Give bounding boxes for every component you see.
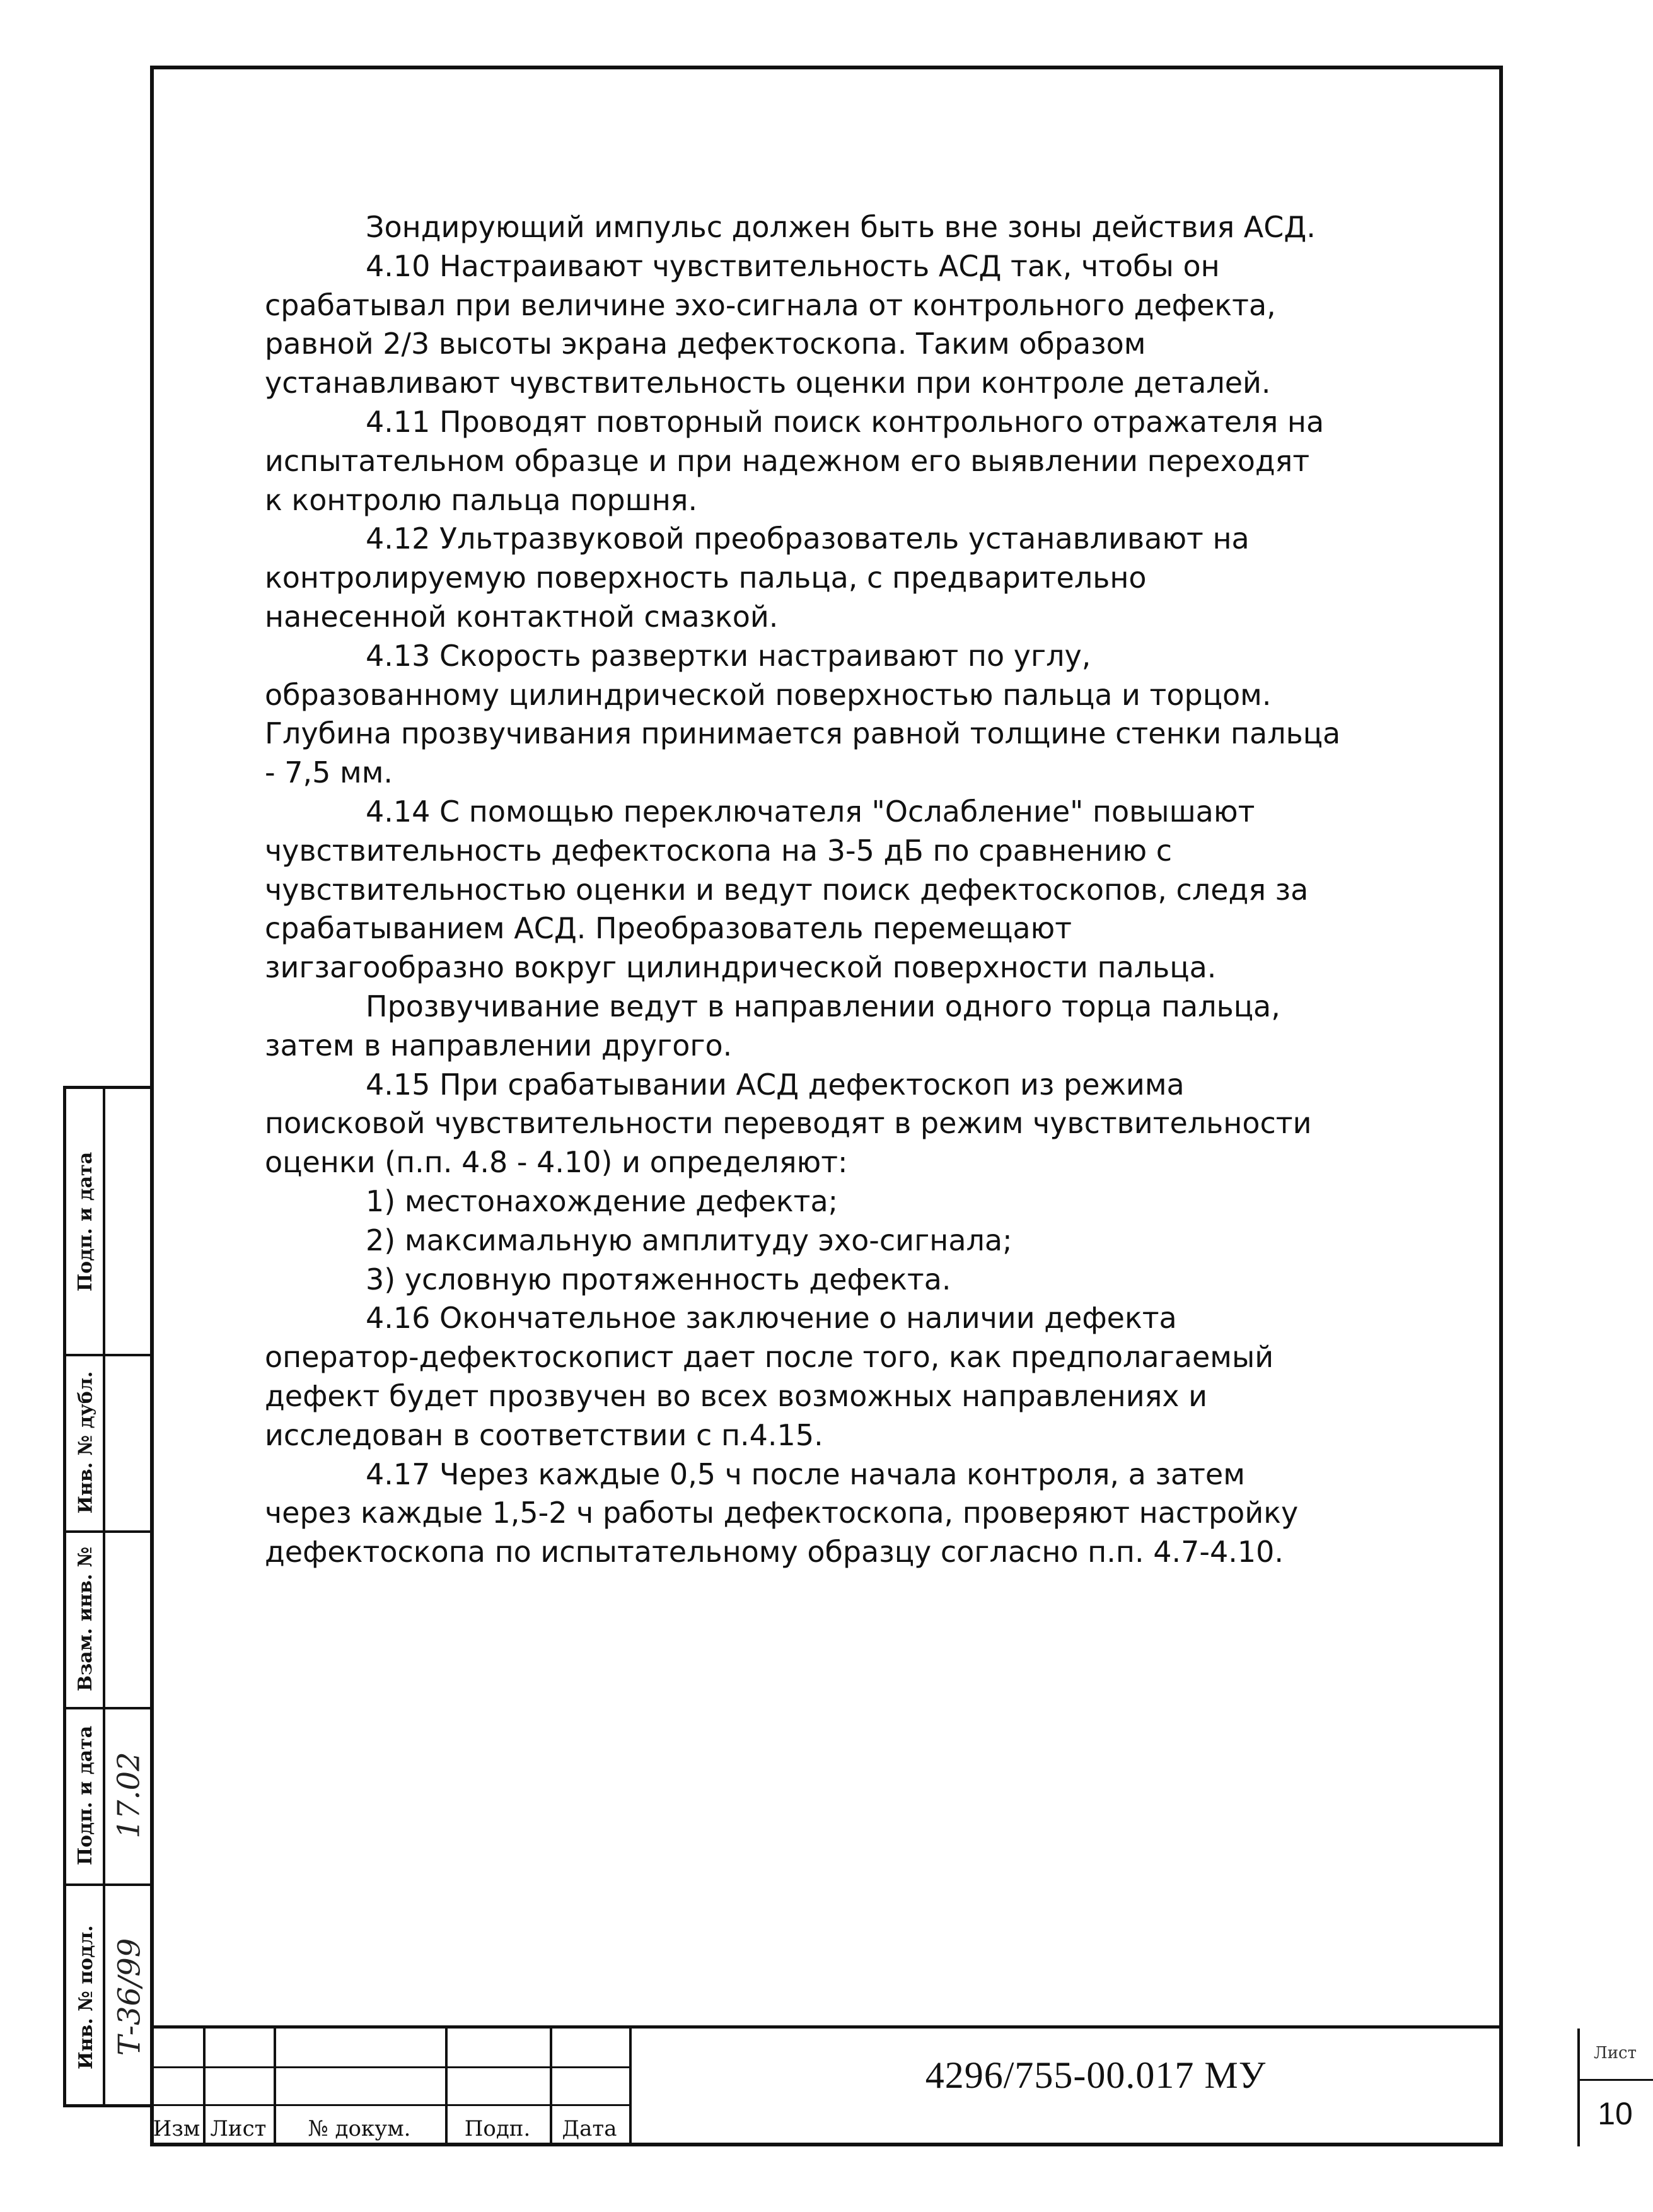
handwritten-date: 17.02 bbox=[112, 1752, 148, 1839]
text-line: 3) условную протяженность дефекта. bbox=[366, 1262, 951, 1296]
text-line: оператор-дефектоскопист дает после того, как предполагаемый bbox=[265, 1340, 1274, 1375]
sheet-number: 10 bbox=[1598, 2096, 1633, 2131]
text-line: к контролю пальца поршня. bbox=[265, 482, 698, 517]
header-change: Изм bbox=[153, 2116, 200, 2141]
title-block-row-line bbox=[1577, 2079, 1653, 2081]
text-line: дефект будет прозвучен во всех возможных направлениях и bbox=[265, 1378, 1208, 1413]
header-doc-number: № докум. bbox=[308, 2116, 411, 2141]
side-stamp-divider bbox=[103, 1089, 105, 2104]
text-line: испытательном образце и при надежном его выявлении переходят bbox=[265, 443, 1310, 478]
text-line: 4.11 Проводят повторный поиск контрольного отражателя на bbox=[366, 404, 1325, 439]
header-sheet: Лист bbox=[210, 2116, 267, 2141]
text-line: Прозвучивание ведут в направлении одного торца пальца, bbox=[366, 989, 1280, 1023]
text-line: 4.15 При срабатывании АСД дефектоскоп из режима bbox=[366, 1067, 1185, 1102]
sheet-label: Лист bbox=[1594, 2044, 1637, 2063]
side-label-sign-date: Подп. и дата bbox=[74, 1725, 97, 1865]
text-line: оценки (п.п. 4.8 - 4.10) и определяют: bbox=[265, 1145, 848, 1180]
text-line: 4.17 Через каждые 0,5 ч после начала контроля, а затем bbox=[366, 1457, 1245, 1491]
text-line: исследован в соответствии с п.4.15. bbox=[265, 1417, 823, 1452]
text-line: Зондирующий импульс должен быть вне зоны действия АСД. bbox=[366, 210, 1316, 244]
side-label-sign-date-top: Подп. и дата bbox=[74, 1151, 97, 1291]
side-label-orig-inv: Инв. № подл. bbox=[74, 1924, 97, 2069]
text-line: чувствительностью оценки и ведут поиск дефектоскопов, следя за bbox=[265, 872, 1309, 907]
text-line: 1) местонахождение дефекта; bbox=[366, 1184, 838, 1218]
text-line: дефектоскопа по испытательному образцу согласно п.п. 4.7-4.10. bbox=[265, 1535, 1284, 1569]
text-line: через каждые 1,5-2 ч работы дефектоскопа, проверяют настройку bbox=[265, 1496, 1299, 1530]
side-stamp bbox=[63, 1086, 150, 2107]
handwritten-inv-number: Т-36/99 bbox=[112, 1938, 147, 2056]
header-date: Дата bbox=[562, 2116, 617, 2141]
text-line: 4.12 Ультразвуковой преобразователь устанавливают на bbox=[366, 521, 1250, 556]
text-line: 4.13 Скорость развертки настраивают по углу, bbox=[366, 638, 1091, 673]
header-signature: Подп. bbox=[464, 2116, 531, 2141]
title-block-row-line bbox=[150, 2104, 629, 2106]
text-line: Глубина прозвучивания принимается равной толщине стенки пальца bbox=[265, 716, 1341, 751]
text-line: устанавливают чувствительность оценки при контроле деталей. bbox=[265, 366, 1271, 400]
text-line: 4.10 Настраивают чувствительность АСД так, чтобы он bbox=[366, 248, 1220, 283]
text-line: контролируемую поверхность пальца, с предварительно bbox=[265, 561, 1147, 595]
text-line: 2) максимальную амплитуду эхо-сигнала; bbox=[366, 1223, 1012, 1257]
text-line: чувствительность дефектоскопа на 3-5 дБ по сравнению с bbox=[265, 833, 1173, 868]
text-line: 4.16 Окончательное заключение о наличии дефекта bbox=[366, 1301, 1177, 1336]
title-block bbox=[150, 2025, 1637, 2146]
text-line: образованному цилиндрической поверхностью пальца и торцом. bbox=[265, 677, 1272, 712]
text-line: равной 2/3 высоты экрана дефектоскопа. Таким образом bbox=[265, 327, 1146, 361]
text-line: нанесенной контактной смазкой. bbox=[265, 599, 779, 634]
text-line: срабатывал при величине эхо-сигнала от контрольного дефекта, bbox=[265, 288, 1276, 322]
text-line: поисковой чувствительности переводят в режим чувствительности bbox=[265, 1106, 1312, 1141]
text-line: - 7,5 мм. bbox=[265, 755, 393, 790]
side-label-replace-inv: Взам. инв. № bbox=[74, 1546, 97, 1691]
document-number: 4296/755-00.017 МУ bbox=[925, 2054, 1267, 2096]
text-line: затем в направлении другого. bbox=[265, 1028, 733, 1062]
text-line: срабатыванием АСД. Преобразователь перемещают bbox=[265, 911, 1072, 946]
side-label-dup-inv: Инв. № дубл. bbox=[74, 1371, 97, 1513]
document-body bbox=[265, 208, 1412, 1572]
text-line: зигзагообразно вокруг цилиндрической поверхности пальца. bbox=[265, 950, 1217, 985]
title-block-row-line bbox=[150, 2066, 629, 2068]
text-line: 4.14 С помощью переключателя "Ослабление" повышают bbox=[366, 794, 1255, 829]
